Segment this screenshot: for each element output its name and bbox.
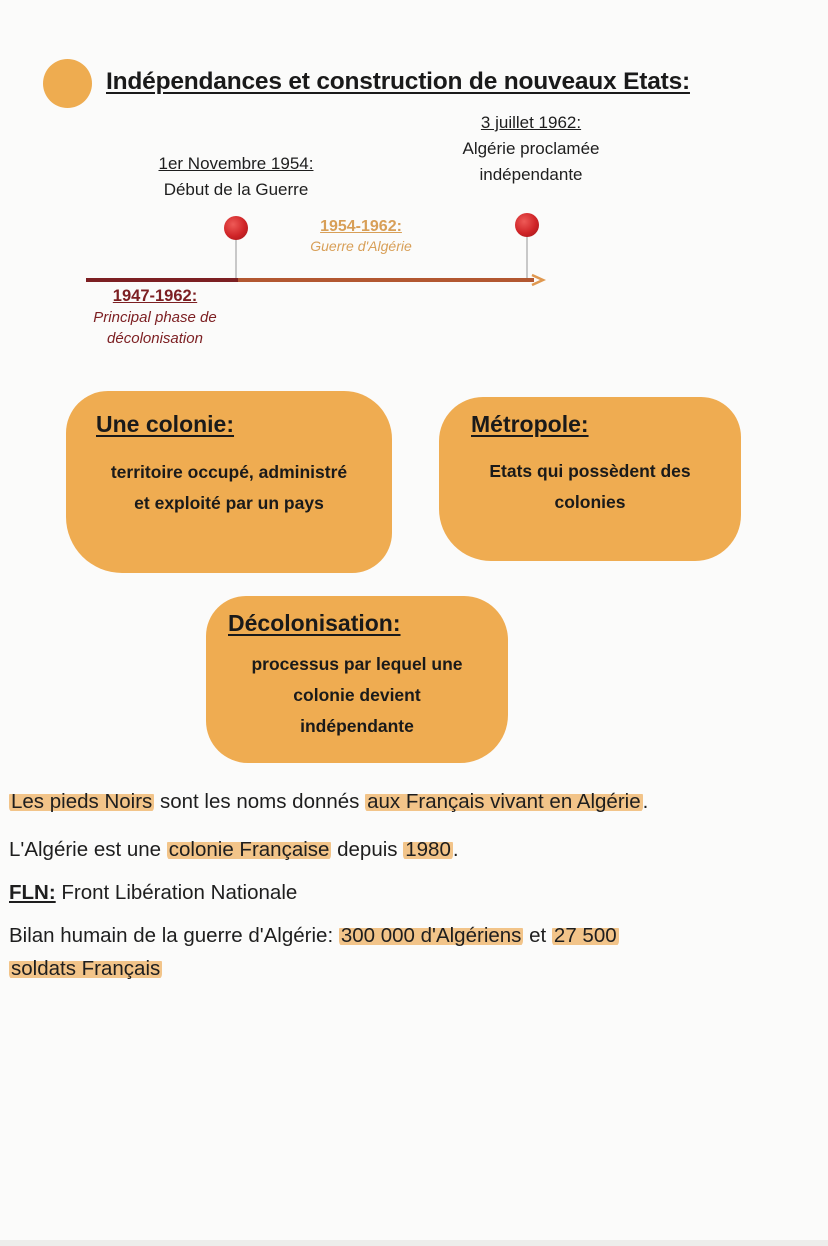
war-period-desc: Guerre d'Algérie	[310, 238, 412, 254]
definition-card-decolonisation	[206, 596, 508, 763]
highlight-pieds-noirs: Les pieds Noirs	[11, 790, 153, 813]
event-1954-date: 1er Novembre 1954:	[158, 154, 314, 173]
highlight-colonie-francaise: colonie Française	[168, 838, 330, 861]
fln-expansion: Front Libération Nationale	[55, 881, 298, 904]
note-text: Bilan humain de la guerre d'Algérie:	[9, 924, 339, 947]
decolonisation-title: Décolonisation:	[228, 610, 401, 636]
metropole-definition-line-1: Etats qui possèdent des	[489, 461, 691, 481]
note-pieds-noirs	[9, 790, 648, 814]
pin-1962-icon	[515, 213, 539, 237]
decolonisation-definition	[206, 649, 508, 742]
decolonisation-period-desc-line-2: décolonisation	[107, 330, 203, 347]
decolonisation-period-date: 1947-1962:	[112, 287, 198, 305]
highlight-francais-algerie: aux Français vivant en Algérie	[367, 790, 641, 813]
definition-card-metropole	[439, 397, 741, 561]
war-period-date: 1954-1962:	[320, 218, 402, 235]
decolonisation-definition-line-1: processus par lequel une	[251, 654, 463, 674]
page-title: Indépendances et construction de nouveaux Etats:	[106, 68, 690, 95]
colonie-definition-line-1: territoire occupé, administré	[110, 462, 348, 482]
definition-card-colonie	[66, 391, 392, 573]
note-text: L'Algérie est une	[9, 838, 167, 861]
event-1954-desc: Début de la Guerre	[163, 180, 309, 199]
decolonisation-definition-line-2: colonie devient	[293, 685, 421, 705]
note-text: .	[642, 790, 649, 813]
highlight-soldats-count: 27 500	[553, 924, 617, 947]
orange-bullet-icon	[43, 59, 92, 108]
note-text: .	[452, 838, 459, 861]
timeline-war-period	[286, 218, 436, 254]
colonie-definition	[66, 457, 392, 519]
decolonisation-period-desc-line-1: Principal phase de	[93, 309, 217, 326]
pin-1954-icon	[224, 216, 248, 240]
decolonisation-definition-line-3: indépendante	[300, 716, 414, 736]
metropole-definition	[439, 456, 741, 518]
highlight-soldats-francais: soldats Français	[11, 957, 161, 980]
fln-abbreviation: FLN:	[9, 881, 56, 904]
colonie-definition-line-2: et exploité par un pays	[134, 493, 324, 513]
note-text: et	[523, 924, 552, 947]
metropole-title: Métropole:	[471, 411, 589, 437]
note-bilan-line-1	[9, 924, 619, 948]
timeline-decolonisation-period	[70, 287, 240, 347]
highlight-year: 1980	[405, 838, 451, 861]
note-text: depuis	[331, 838, 404, 861]
event-1962-date: 3 juillet 1962:	[480, 113, 582, 132]
note-fln	[9, 881, 297, 905]
note-bilan-line-2	[9, 957, 162, 981]
colonie-title: Une colonie:	[96, 411, 235, 437]
event-1962-desc-line-2: indépendante	[479, 165, 583, 184]
timeline-event-1954	[121, 154, 351, 200]
highlight-algeriens: 300 000 d'Algériens	[340, 924, 522, 947]
note-algerie-colonie	[9, 838, 459, 862]
note-text: sont les noms donnés	[154, 790, 366, 813]
event-1962-desc-line-1: Algérie proclamée	[462, 139, 600, 158]
timeline-event-1962	[420, 113, 642, 185]
metropole-definition-line-2: colonies	[554, 492, 626, 512]
